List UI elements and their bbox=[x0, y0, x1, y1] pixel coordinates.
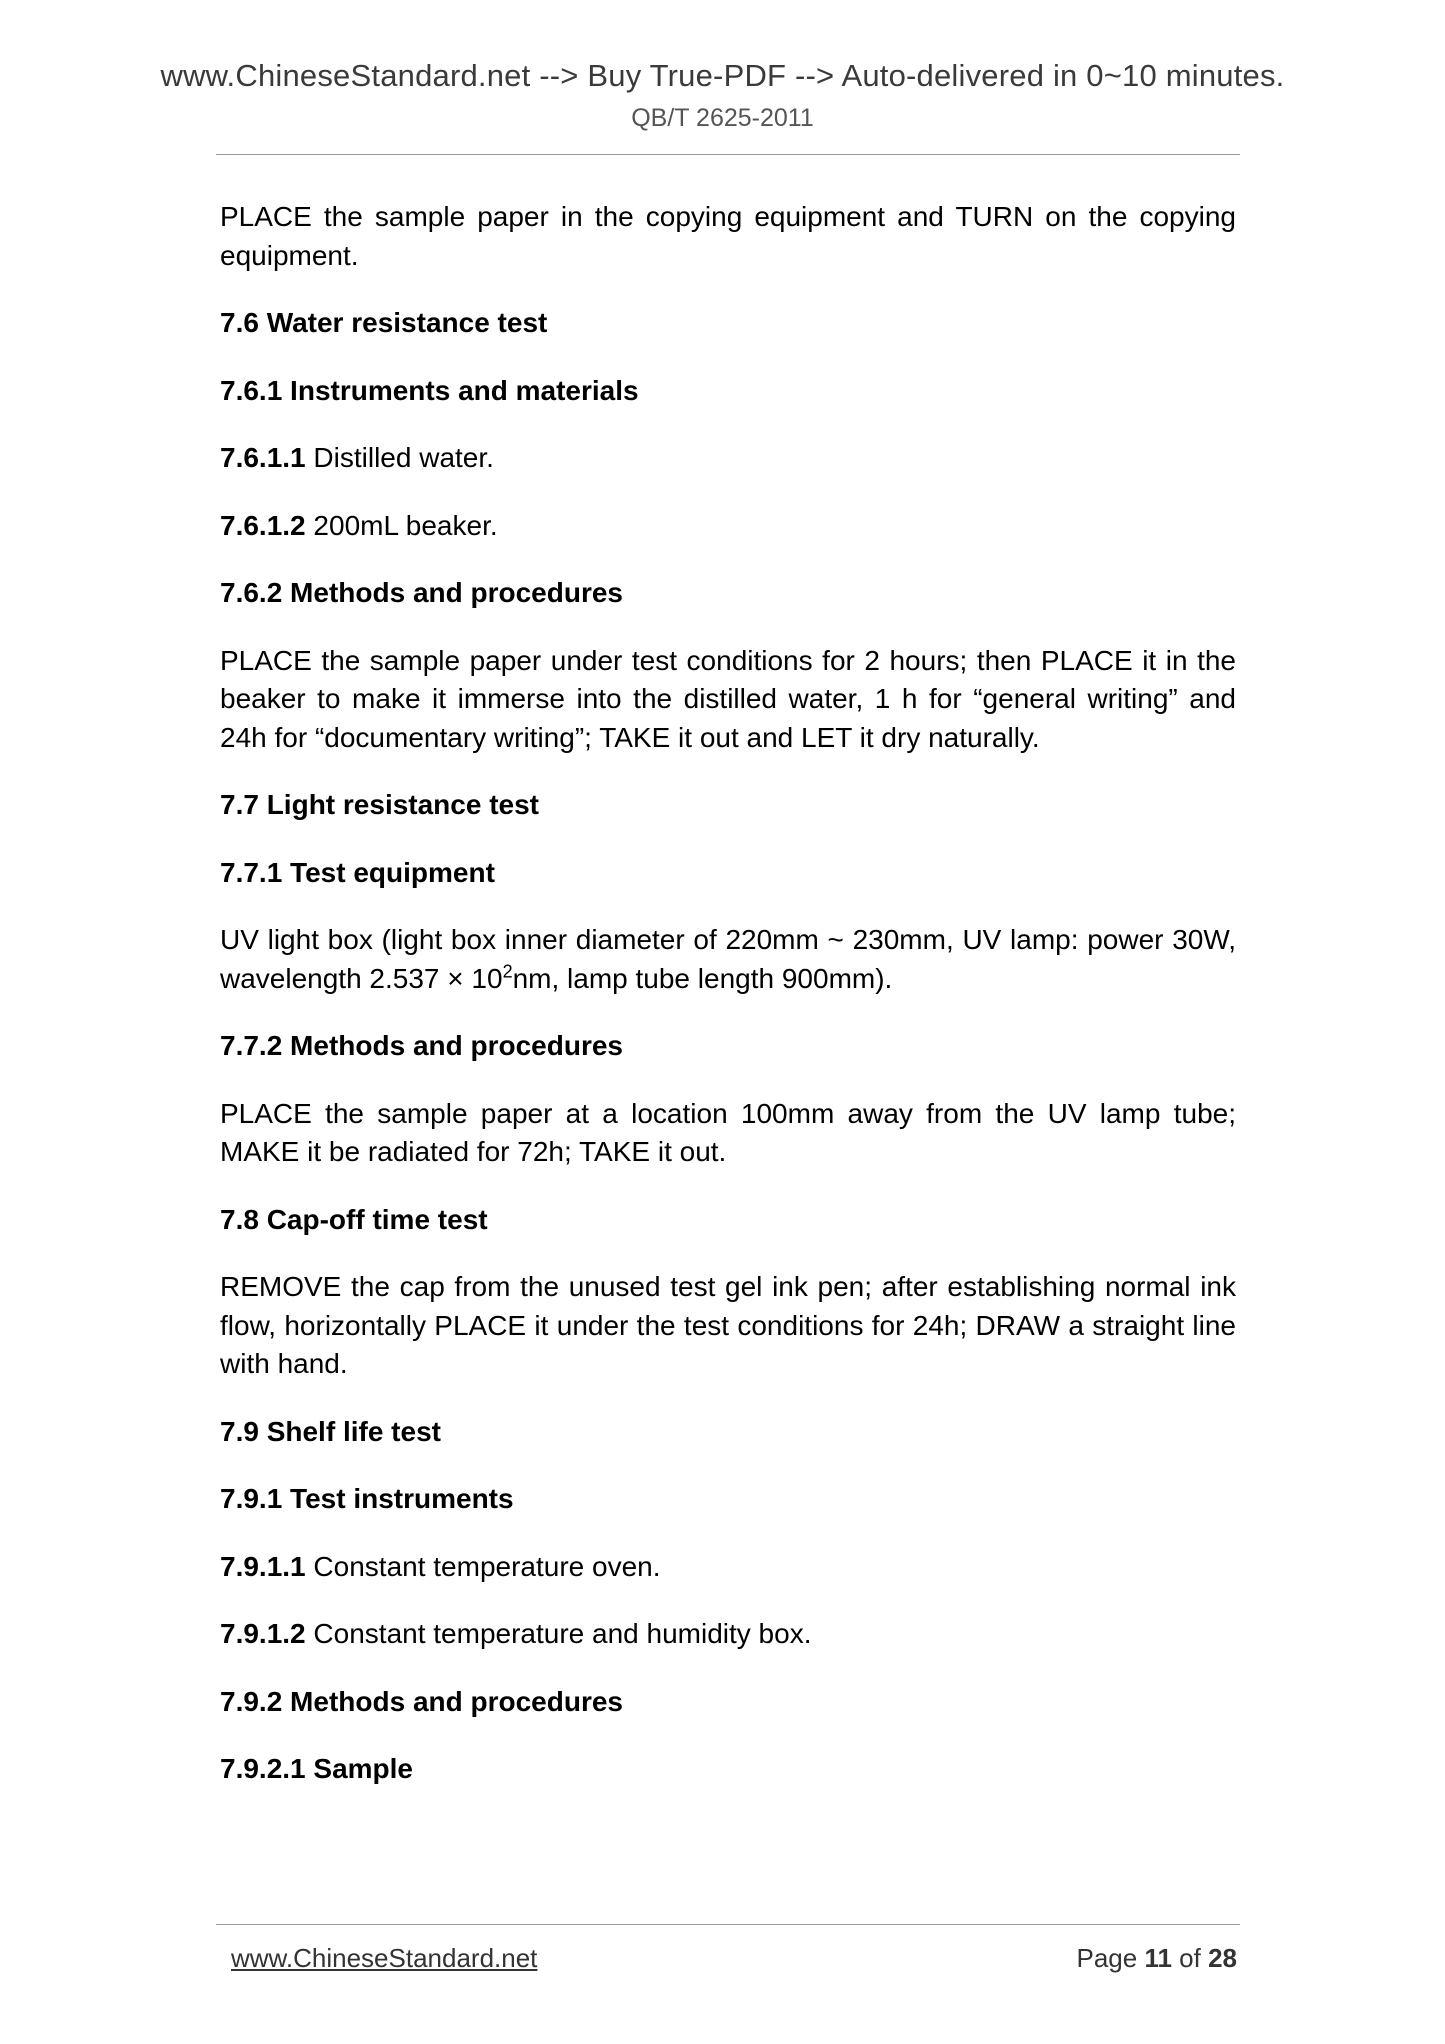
item-number: 7.6.1.2 bbox=[220, 509, 306, 541]
header-divider bbox=[216, 154, 1240, 155]
heading-7-8: 7.8 Cap-off time test bbox=[220, 1203, 488, 1235]
heading-7-9-2-1: 7.9.2.1 Sample bbox=[220, 1753, 414, 1784]
item-number: 7.6.1.1 bbox=[220, 442, 306, 473]
heading-7-9-1: 7.9.1 Test instruments bbox=[220, 1483, 514, 1514]
item-7-9-1-1 bbox=[220, 1548, 1236, 1587]
heading-7-6-2: 7.6.2 Methods and procedures bbox=[220, 577, 623, 608]
item-text: Constant temperature oven. bbox=[305, 1550, 661, 1582]
footer-website-link[interactable]: www.ChineseStandard.net bbox=[231, 1943, 538, 1973]
footer-divider bbox=[216, 1924, 1240, 1925]
page-word: Page bbox=[1076, 1943, 1145, 1973]
item-7-9-1-2 bbox=[220, 1615, 1236, 1654]
item-7-6-1-2 bbox=[220, 507, 1236, 546]
heading-7-6: 7.6 Water resistance test bbox=[220, 307, 548, 338]
page-indicator bbox=[1076, 1943, 1237, 1974]
heading-7-6-1: 7.6.1 Instruments and materials bbox=[220, 374, 639, 406]
page-current: 11 bbox=[1144, 1943, 1172, 1973]
paragraph-copying: PLACE the sample paper in the copying equipment and TURN on the copying equipment. bbox=[220, 201, 1236, 271]
item-text: Distilled water. bbox=[305, 442, 494, 473]
standard-code: QB/T 2625-2011 bbox=[631, 104, 814, 132]
heading-7-7-1: 7.7.1 Test equipment bbox=[220, 856, 495, 888]
text-part: nm, lamp tube length 900mm). bbox=[512, 962, 893, 994]
item-7-6-1-1 bbox=[220, 439, 1236, 478]
item-number: 7.9.1.2 bbox=[220, 1618, 306, 1649]
paragraph-7-8: REMOVE the cap from the unused test gel ink pen; after establishing normal ink flow, horizontally PLACE it under the test conditions for 24h; DRAW a straight line with hand. bbox=[220, 1271, 1236, 1379]
page-total: 28 bbox=[1208, 1943, 1237, 1973]
heading-7-9: 7.9 Shelf life test bbox=[220, 1415, 441, 1447]
paragraph-7-6-2: PLACE the sample paper under test conditions for 2 hours; then PLACE it in the beaker to make it immerse into the distilled water, 1 h for “general writing” and 24h for “documentary writing”; TAKE it out and LET it dry naturally. bbox=[220, 644, 1236, 753]
item-number: 7.9.1.1 bbox=[220, 1550, 306, 1582]
header-banner: www.ChineseStandard.net --> Buy True-PDF --> Auto-delivered in 0~10 minutes. bbox=[160, 58, 1285, 93]
paragraph-7-7-2: PLACE the sample paper at a location 100mm away from the UV lamp tube; MAKE it be radiated for 72h; TAKE it out. bbox=[220, 1097, 1236, 1167]
item-text: Constant temperature and humidity box. bbox=[305, 1618, 812, 1649]
heading-7-9-2: 7.9.2 Methods and procedures bbox=[220, 1685, 623, 1717]
heading-7-7: 7.7 Light resistance test bbox=[220, 789, 540, 820]
text-part: UV light box (light box inner diameter of 220mm ~ 230mm, UV lamp: power 30W, wavelength 2.537 × 10 bbox=[220, 924, 1236, 994]
paragraph-7-7-1 bbox=[220, 921, 1236, 998]
page-of: of bbox=[1171, 1943, 1209, 1973]
document-body bbox=[220, 198, 1236, 1818]
item-text: 200mL beaker. bbox=[305, 509, 498, 541]
superscript: 2 bbox=[502, 961, 513, 982]
heading-7-7-2: 7.7.2 Methods and procedures bbox=[220, 1030, 623, 1061]
